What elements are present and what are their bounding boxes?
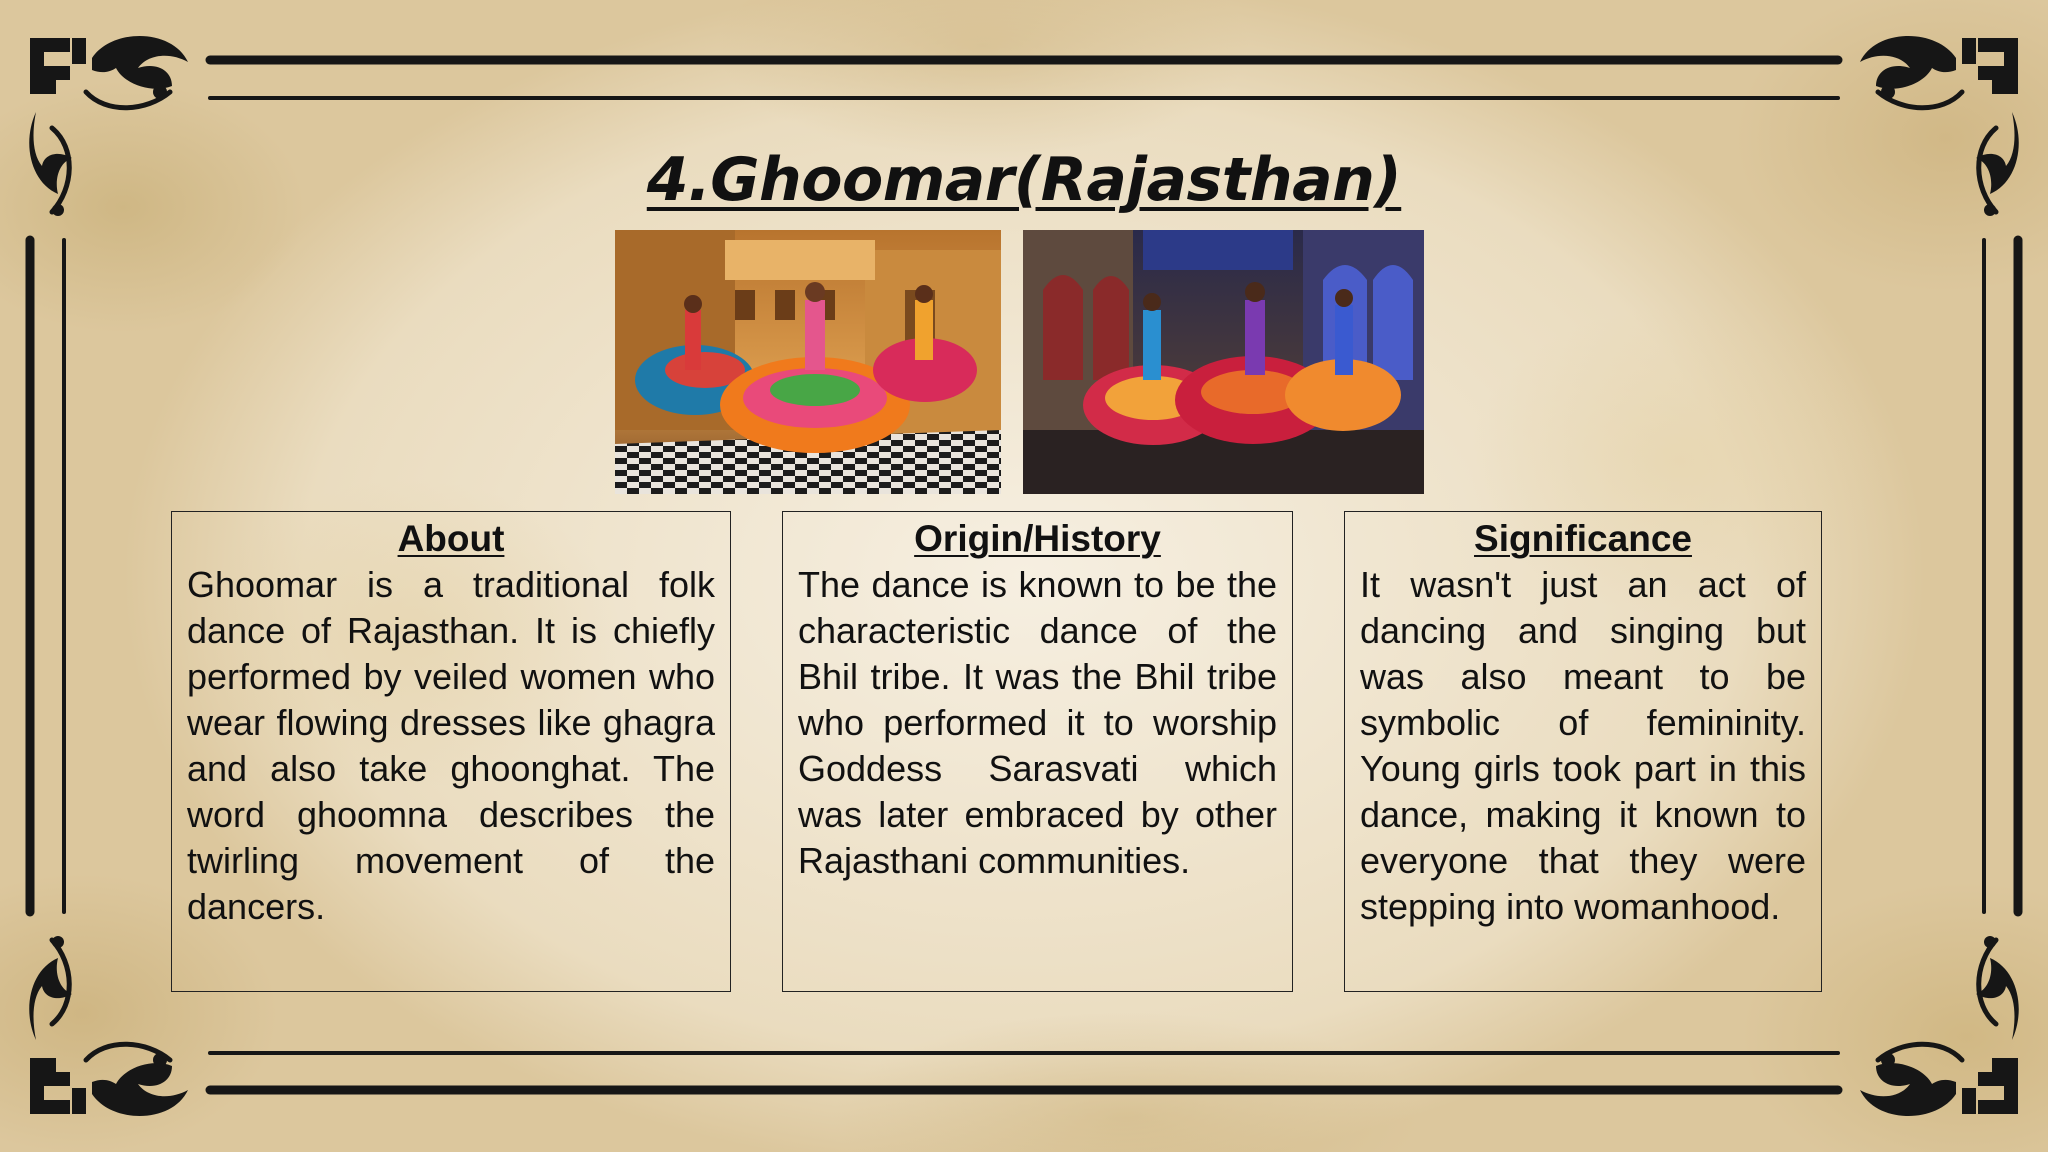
about-text: Ghoomar is a traditional folk dance of Rajasthan. It is chiefly performed by veiled women who wear flowing dresses like ghagra and also take ghoonghat. The word ghoomna describes the twirling movement of the dancers.	[187, 564, 715, 927]
about-heading: About	[397, 518, 505, 559]
origin-history-text: The dance is known to be the characteristic dance of the Bhil tribe. It was the Bhil tribe who performed it to worship Goddess Sarasvati which was later embraced by other Rajasthani communities.	[798, 564, 1277, 881]
significance-heading: Significance	[1474, 518, 1692, 559]
slide-title: 4.Ghoomar(Rajasthan)	[646, 145, 1402, 215]
about-section	[171, 511, 731, 992]
origin-history-section	[782, 511, 1293, 992]
ghoomar-dancers-courtyard-photo	[615, 230, 1001, 494]
ghoomar-dancers-palace-night-photo	[1023, 230, 1424, 494]
significance-text: It wasn't just an act of dancing and singing but was also meant to be symbolic of femininity. Young girls took part in this dance, making it known to everyone that they were stepping into womanhood.	[1360, 564, 1806, 927]
origin-history-heading: Origin/History	[914, 518, 1161, 559]
significance-section	[1344, 511, 1822, 992]
